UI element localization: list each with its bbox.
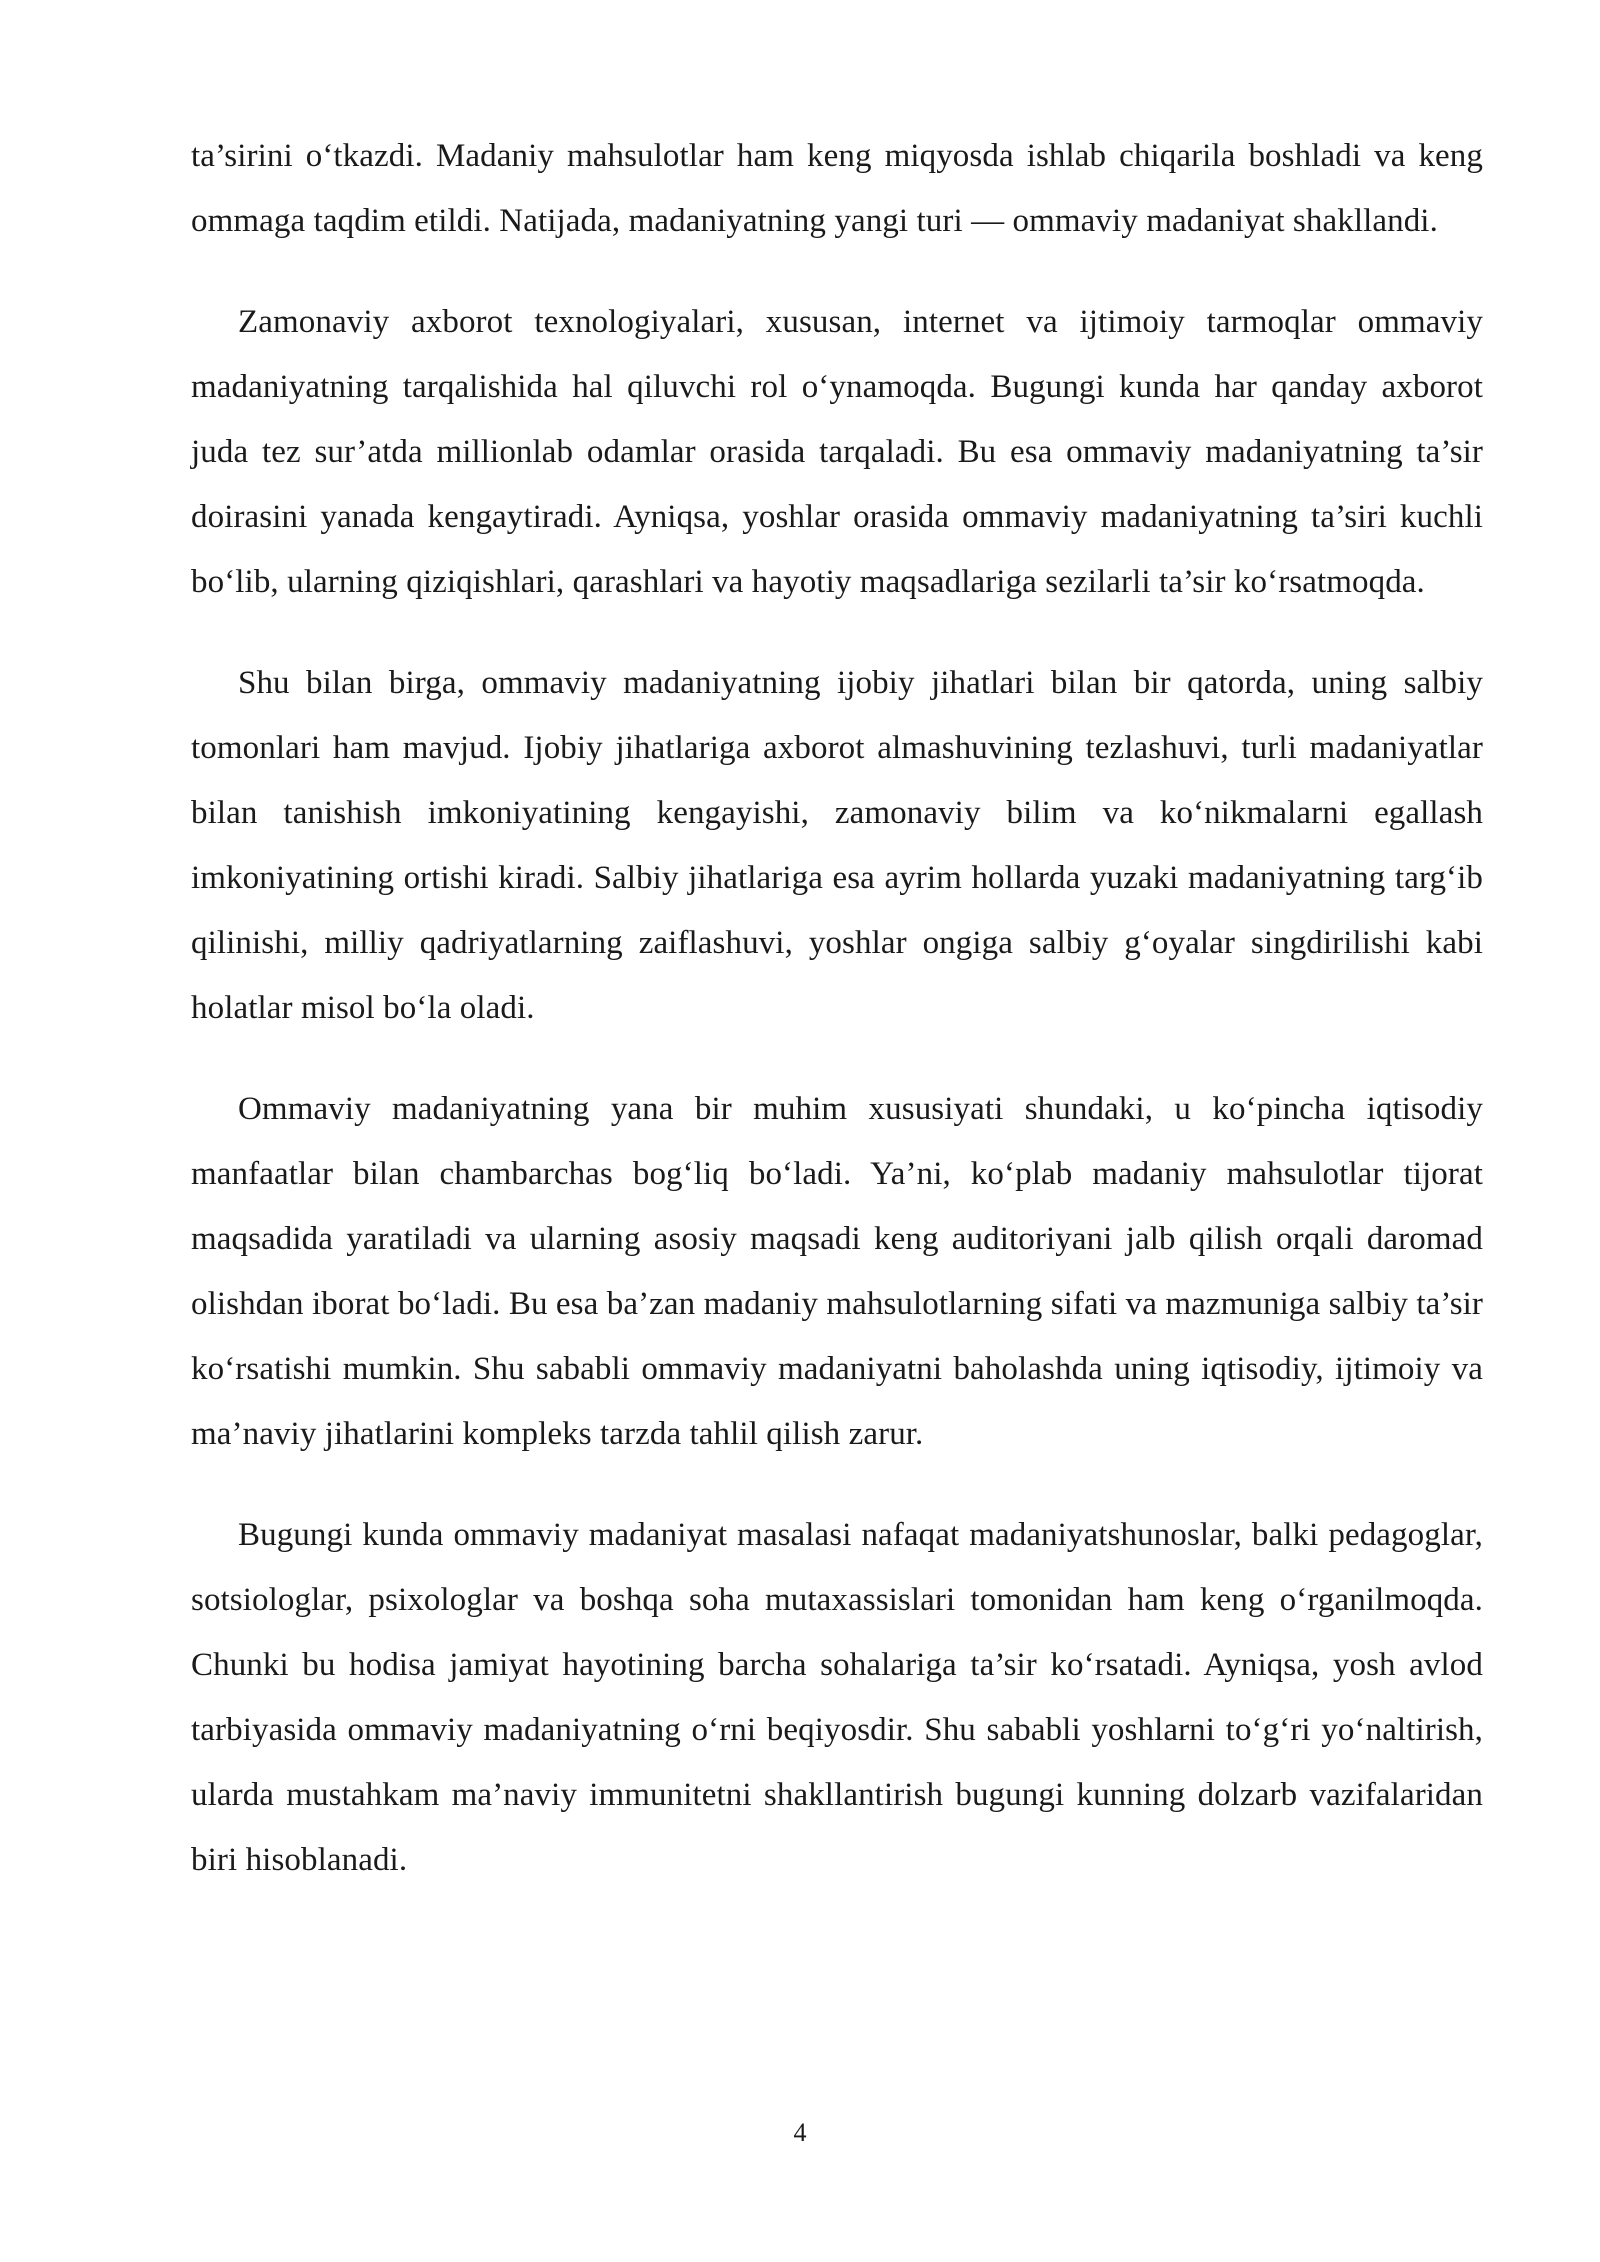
paragraph-3: Shu bilan birga, ommaviy madaniyatning ijobiy jihatlari bilan bir qatorda, uning salbiy tomonlari ham mavjud. Ijobiy jihatlariga axborot almashuvining tezlashuvi, turli madaniyatlar bilan tanishish imkoniyatining kengayishi, zamonaviy bilim va ko‘nikmalarni egallash imkoniyatining ortishi kiradi. Salbiy jihatlariga esa ayrim hollarda yuzaki madaniyatning targ‘ib qilinishi, milliy qadriyatlarning zaiflashuvi, yoshlar ongiga salbiy g‘oyalar singdirilishi kabi holatlar misol bo‘la oladi. bbox=[191, 665, 1483, 1026]
page-body bbox=[191, 124, 1483, 1893]
paragraph-1: ta’sirini o‘tkazdi. Madaniy mahsulotlar ham keng miqyosda ishlab chiqarila boshladi va keng ommaga taqdim etildi. Natijada, madaniyatning yangi turi — ommaviy madaniyat shakllandi. bbox=[191, 138, 1483, 239]
paragraph-5: Bugungi kunda ommaviy madaniyat masalasi nafaqat madaniyatshunoslar, balki pedagoglar, sotsiologlar, psixologlar va boshqa soha mutaxassislari tomonidan ham keng o‘rganilmoqda. Chunki bu hodisa jamiyat hayotining barcha sohalariga ta’sir ko‘rsatadi. Ayniqsa, yosh avlod tarbiyasida ommaviy madaniyatning o‘rni beqiyosdir. Shu sababli yoshlarni to‘g‘ri yo‘naltirish, ularda mustahkam ma’naviy immunitetni shakllantirish bugungi kunning dolzarb vazifalaridan biri hisoblanadi. bbox=[191, 1517, 1483, 1878]
page-number: 4 bbox=[793, 2118, 807, 2147]
paragraph-2: Zamonaviy axborot texnologiyalari, xususan, internet va ijtimoiy tarmoqlar ommaviy madaniyatning tarqalishida hal qiluvchi rol o‘ynamoqda. Bugungi kunda har qanday axborot juda tez sur’atda millionlab odamlar orasida tarqaladi. Bu esa ommaviy madaniyatning ta’sir doirasini yanada kengaytiradi. Ayniqsa, yoshlar orasida ommaviy madaniyatning ta’siri kuchli bo‘lib, ularning qiziqishlari, qarashlari va hayotiy maqsadlariga sezilarli ta’sir ko‘rsatmoqda. bbox=[191, 304, 1483, 600]
paragraph-4: Ommaviy madaniyatning yana bir muhim xususiyati shundaki, u ko‘pincha iqtisodiy manfaatlar bilan chambarchas bog‘liq bo‘ladi. Ya’ni, ko‘plab madaniy mahsulotlar tijorat maqsadida yaratiladi va ularning asosiy maqsadi keng auditoriyani jalb qilish orqali daromad olishdan iborat bo‘ladi. Bu esa ba’zan madaniy mahsulotlarning sifati va mazmuniga salbiy ta’sir ko‘rsatishi mumkin. Shu sababli ommaviy madaniyatni baholashda uning iqtisodiy, ijtimoiy va ma’naviy jihatlarini kompleks tarzda tahlil qilish zarur. bbox=[191, 1091, 1483, 1452]
